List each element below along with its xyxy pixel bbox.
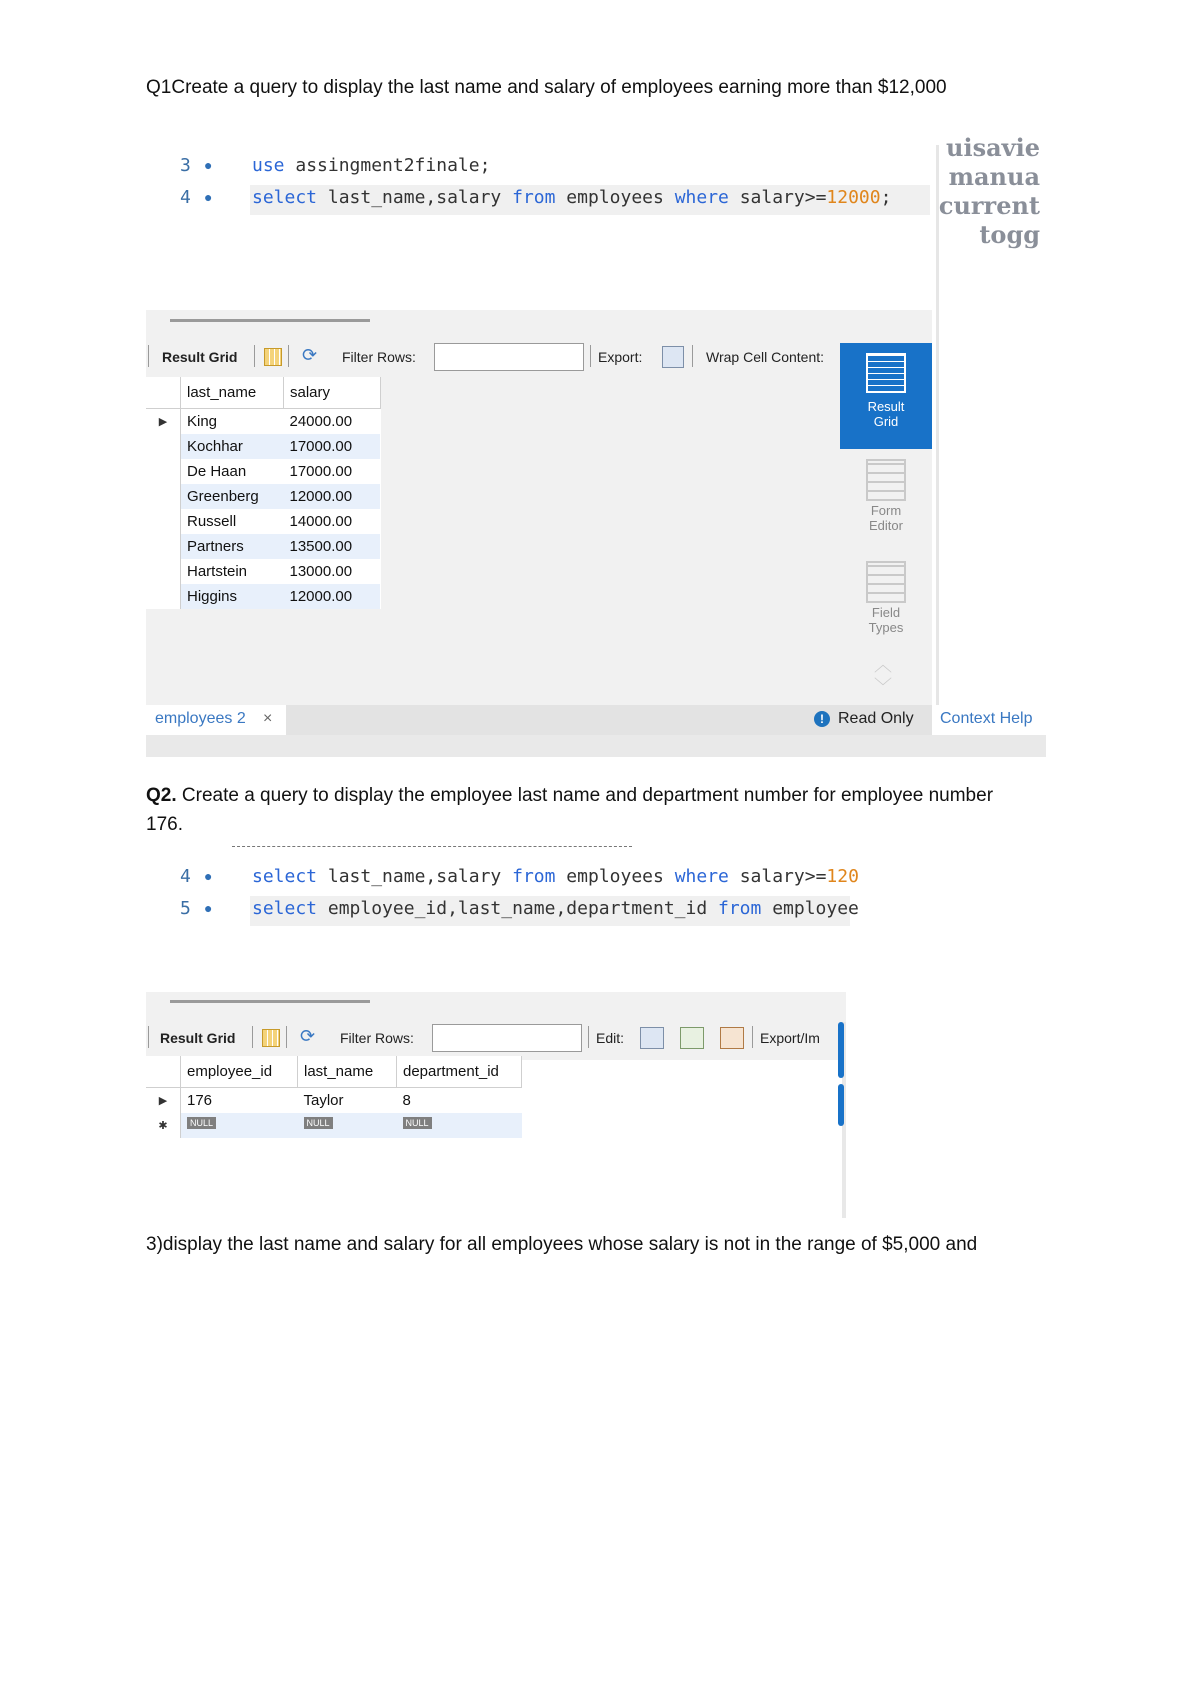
column-header-last-name[interactable]: last_name: [181, 377, 284, 409]
q2-side-marker-2: [838, 1084, 844, 1126]
column-header-employee-id[interactable]: employee_id: [181, 1056, 298, 1088]
null-badge: NULL: [187, 1117, 216, 1129]
table-row[interactable]: [146, 559, 381, 584]
table-cell[interactable]: 13500.00: [284, 534, 381, 559]
edit-label: Edit:: [596, 1030, 625, 1046]
q2-toolbar: [146, 1022, 846, 1054]
q1-toolbar: [146, 341, 836, 373]
filter-rows-input[interactable]: [434, 343, 584, 371]
table-cell[interactable]: 12000.00: [284, 584, 381, 609]
form-editor-icon: [866, 459, 906, 501]
filter-rows-input[interactable]: [432, 1024, 582, 1052]
field-types-side-button[interactable]: [840, 553, 932, 653]
q1-screenshot: [146, 133, 1046, 757]
column-header-department-id[interactable]: department_id: [397, 1056, 522, 1088]
table-row[interactable]: [146, 534, 381, 559]
context-help-tab[interactable]: [932, 705, 1046, 735]
table-row[interactable]: [146, 509, 381, 534]
result-grid-icon: [866, 353, 906, 393]
table-cell[interactable]: 176: [187, 1092, 213, 1109]
q2-code-cut-line: [232, 842, 632, 847]
scroll-down-icon[interactable]: ﹀: [874, 677, 892, 697]
filter-rows-label: Filter Rows:: [342, 349, 416, 365]
table-cell[interactable]: Hartstein: [187, 563, 248, 580]
filter-rows-label: Filter Rows:: [340, 1030, 414, 1046]
row-marker: [146, 559, 181, 584]
field-types-icon: [866, 561, 906, 603]
read-only-label: Read Only: [838, 710, 914, 727]
table-row[interactable]: [146, 1088, 522, 1114]
table-cell[interactable]: 13000.00: [284, 559, 381, 584]
table-cell[interactable]: 8: [402, 1092, 411, 1109]
column-header-salary[interactable]: salary: [284, 377, 381, 409]
table-cell[interactable]: 24000.00: [284, 409, 381, 435]
row-marker: [146, 584, 181, 609]
context-help-label: Context Help: [940, 710, 1033, 727]
table-cell[interactable]: 17000.00: [284, 434, 381, 459]
delete-row-icon[interactable]: [720, 1027, 744, 1049]
q1-splitter[interactable]: [170, 319, 370, 322]
info-icon: !: [814, 711, 830, 727]
export-label: Export:: [598, 349, 643, 365]
table-cell[interactable]: 14000.00: [284, 509, 381, 534]
row-marker: [146, 459, 181, 484]
q2-side-marker-1: [838, 1022, 844, 1078]
side-text-line: manua: [948, 162, 1040, 191]
q1-question: Q1Create a query to display the last name and salary of employees earning more than $12,000: [146, 77, 947, 98]
q2-result-grid[interactable]: [146, 1056, 522, 1138]
new-row-star-icon: ✱: [146, 1113, 181, 1138]
export-import-label[interactable]: Export/Im: [760, 1030, 820, 1046]
null-cell[interactable]: [181, 1113, 298, 1138]
table-row[interactable]: [146, 409, 381, 435]
export-icon[interactable]: [662, 346, 684, 368]
edit-cell-icon[interactable]: [640, 1027, 664, 1049]
result-grid-label: Result Grid: [162, 349, 238, 365]
table-cell[interactable]: Partners: [181, 534, 284, 559]
q2-splitter[interactable]: [170, 1000, 370, 1003]
side-text-line: current: [938, 191, 1040, 220]
breakpoint-dot-icon[interactable]: ●: [204, 868, 213, 884]
table-row[interactable]: [146, 459, 381, 484]
table-cell[interactable]: Taylor: [303, 1092, 344, 1109]
scroll-up-icon[interactable]: ︿: [874, 655, 892, 675]
grid-layout-icon[interactable]: [262, 1029, 280, 1047]
table-row[interactable]: [146, 434, 381, 459]
q1-side-text: [939, 133, 1040, 249]
breakpoint-dot-icon[interactable]: ●: [204, 900, 213, 916]
table-cell[interactable]: Higgins: [181, 584, 284, 609]
form-editor-side-button[interactable]: [840, 451, 932, 551]
side-text-line: uisavie: [946, 133, 1040, 162]
code-line[interactable]: select last_name,salary from employees where salary>=120: [252, 866, 859, 887]
tab-close-icon[interactable]: ×: [263, 710, 273, 727]
row-marker: [146, 484, 181, 509]
tab-label: employees 2: [155, 710, 246, 727]
form-editor-side-label: Form Editor: [869, 503, 903, 533]
breakpoint-dot-icon[interactable]: ●: [204, 157, 213, 173]
grid-layout-icon[interactable]: [264, 348, 282, 366]
wrap-cell-label[interactable]: Wrap Cell Content:: [706, 349, 825, 365]
column-header-last-name[interactable]: last_name: [298, 1056, 397, 1088]
null-badge: NULL: [304, 1117, 333, 1129]
table-cell[interactable]: 17000.00: [284, 459, 381, 484]
table-row[interactable]: [146, 584, 381, 609]
refresh-icon[interactable]: ⟳: [300, 1026, 316, 1046]
code-line[interactable]: select last_name,salary from employees where salary>=12000;: [252, 187, 892, 208]
line-number: 4: [180, 187, 191, 208]
table-cell[interactable]: 12000.00: [284, 484, 381, 509]
q1-bottom-strip: [146, 735, 1046, 757]
null-cell[interactable]: [298, 1113, 397, 1138]
q2-screenshot: [146, 848, 859, 1218]
row-marker: [146, 509, 181, 534]
result-grid-side-label: Result Grid: [867, 399, 905, 429]
code-line[interactable]: select employee_id,last_name,department_id from employee: [252, 898, 859, 919]
side-text-line: togg: [979, 220, 1040, 249]
code-line[interactable]: use assingment2finale;: [252, 155, 491, 176]
field-types-side-label: Field Types: [868, 605, 904, 635]
result-grid-label: Result Grid: [160, 1030, 236, 1046]
line-number: 4: [180, 866, 191, 887]
refresh-icon[interactable]: ⟳: [302, 345, 318, 365]
table-cell[interactable]: De Haan: [187, 463, 247, 480]
table-row[interactable]: [146, 484, 381, 509]
null-cell[interactable]: [397, 1113, 522, 1138]
table-cell[interactable]: Kochhar: [181, 434, 284, 459]
null-badge: NULL: [403, 1117, 432, 1129]
q1-result-grid[interactable]: [146, 377, 381, 609]
table-cell[interactable]: Russell: [187, 513, 237, 530]
q1-tab[interactable]: [146, 705, 286, 735]
add-row-icon[interactable]: [680, 1027, 704, 1049]
new-row[interactable]: [146, 1113, 522, 1138]
line-number: 5: [180, 898, 191, 919]
table-cell[interactable]: King: [187, 413, 218, 430]
line-number: 3: [180, 155, 191, 176]
result-grid-side-button[interactable]: [840, 343, 932, 449]
q3-question: 3)display the last name and salary for all employees whose salary is not in the range of $5,000 and: [146, 1234, 978, 1255]
row-marker: [146, 434, 181, 459]
table-cell[interactable]: Greenberg: [181, 484, 284, 509]
q2-question: Q2. Create a query to display the employee last name and department number for employee number 176.: [146, 785, 994, 835]
current-row-arrow-icon: ▶: [146, 409, 181, 435]
current-row-arrow-icon: ▶: [146, 1088, 181, 1114]
breakpoint-dot-icon[interactable]: ●: [204, 189, 213, 205]
row-marker: [146, 534, 181, 559]
